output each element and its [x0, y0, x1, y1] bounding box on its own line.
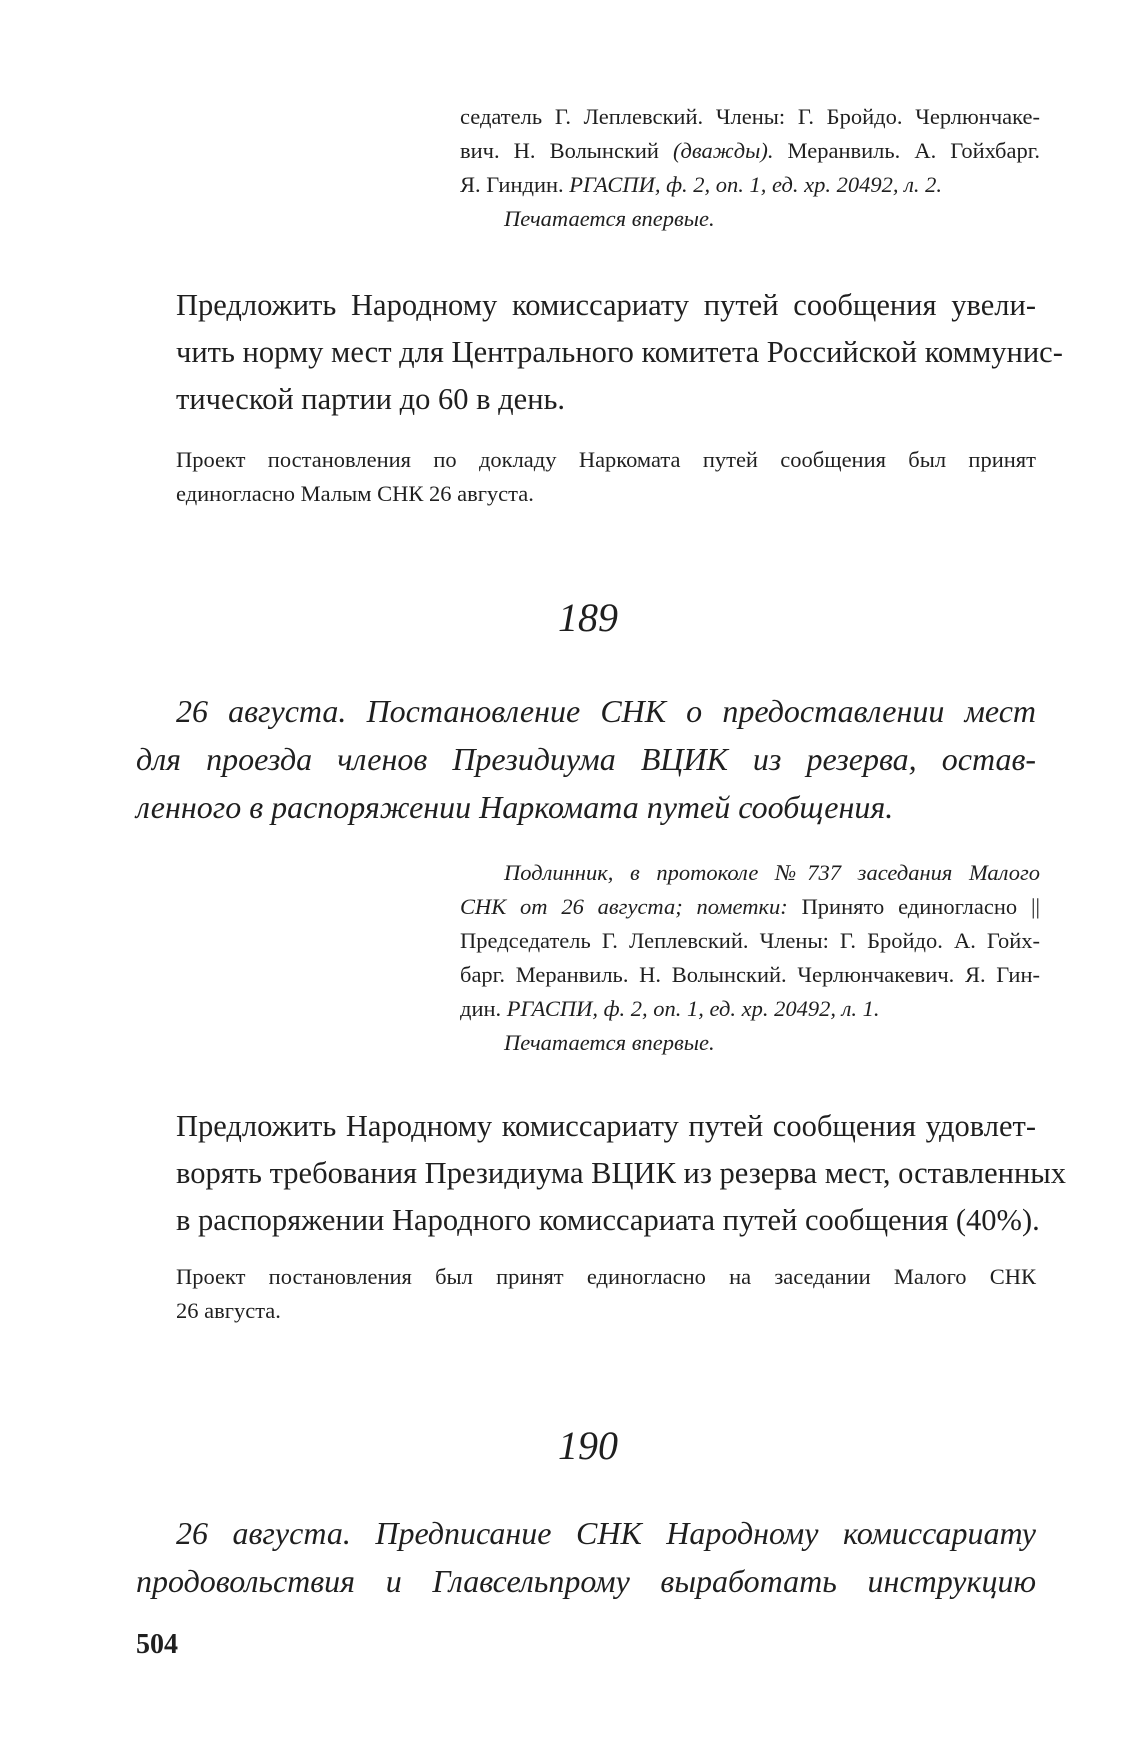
- source-note-top: [460, 100, 1040, 236]
- body-line: ворять требования Президиума ВЦИК из резерва мест, оставленных: [176, 1156, 1067, 1190]
- source-note-line: седатель Г. Леплевский. Члены: Г. Бройдо. Черлюнчаке-: [460, 104, 1040, 129]
- source-note-line: Подлинник, в протоколе №737 заседания Малого: [504, 860, 1040, 885]
- body-line: в распоряжении Народного комиссариата путей сообщения (40%).: [176, 1203, 1040, 1237]
- heading-line: ленного в распоряжении Наркомата путей сообщения.: [136, 789, 894, 825]
- document-number-190: 190: [558, 1423, 618, 1468]
- body-line: Предложить Народному комиссариату путей сообщения удовлет-: [176, 1109, 1036, 1143]
- source-note-189: [460, 856, 1040, 1060]
- body-line: чить норму мест для Центрального комитета Российской коммунис-: [176, 335, 1063, 369]
- body-paragraph-1: [176, 282, 1063, 423]
- body-paragraph-2: [176, 1103, 1067, 1244]
- source-note-line: дин. РГАСПИ, ф. 2, оп. 1, ед. хр. 20492, л. 1.: [460, 996, 880, 1021]
- document-heading-190: [136, 1509, 1036, 1605]
- note-line: Проект постановления был принят единогласно на заседании Малого СНК: [176, 1264, 1036, 1289]
- note-line: Проект постановления по докладу Наркомата путей сообщения был принят: [176, 447, 1036, 472]
- page-number: 504: [136, 1629, 178, 1660]
- heading-line: для проезда членов Президиума ВЦИК из резерва, остав-: [136, 741, 1036, 777]
- heading-line: 26 августа. Постановление СНК о предоставлении мест: [176, 693, 1036, 729]
- source-note-line: вич. Н. Волынский (дважды). Меранвиль. А. Гойхбарг.: [460, 138, 1041, 163]
- source-note-line: СНК от 26 августа; пометки: Принято единогласно ||: [460, 894, 1040, 919]
- source-note-line: Я. Гиндин. РГАСПИ, ф. 2, оп. 1, ед. хр. 20492, л. 2.: [460, 172, 943, 197]
- document-heading-189: [136, 687, 1036, 831]
- heading-line: продовольствия и Главсельпрому выработать инструкцию: [136, 1563, 1036, 1599]
- printed-first-label: Печатается впервые.: [504, 1030, 715, 1055]
- note-line: единогласно Малым СНК 26 августа.: [176, 481, 534, 506]
- note-line: 26 августа.: [176, 1298, 281, 1323]
- body-line: Предложить Народному комиссариату путей сообщения увели-: [176, 288, 1036, 322]
- heading-line: 26 августа. Предписание СНК Народному комиссариату: [176, 1515, 1036, 1551]
- editorial-note-2: [176, 1260, 1036, 1328]
- document-number-189: 189: [558, 595, 618, 640]
- source-note-line: барг. Меранвиль. Н. Волынский. Черлюнчакевич. Я. Гин-: [460, 962, 1040, 987]
- source-note-line: Председатель Г. Леплевский. Члены: Г. Бройдо. А. Гойх-: [460, 928, 1040, 953]
- printed-first-label: Печатается впервые.: [504, 206, 715, 231]
- body-line: тической партии до 60 в день.: [176, 382, 566, 416]
- editorial-note-1: [176, 443, 1036, 511]
